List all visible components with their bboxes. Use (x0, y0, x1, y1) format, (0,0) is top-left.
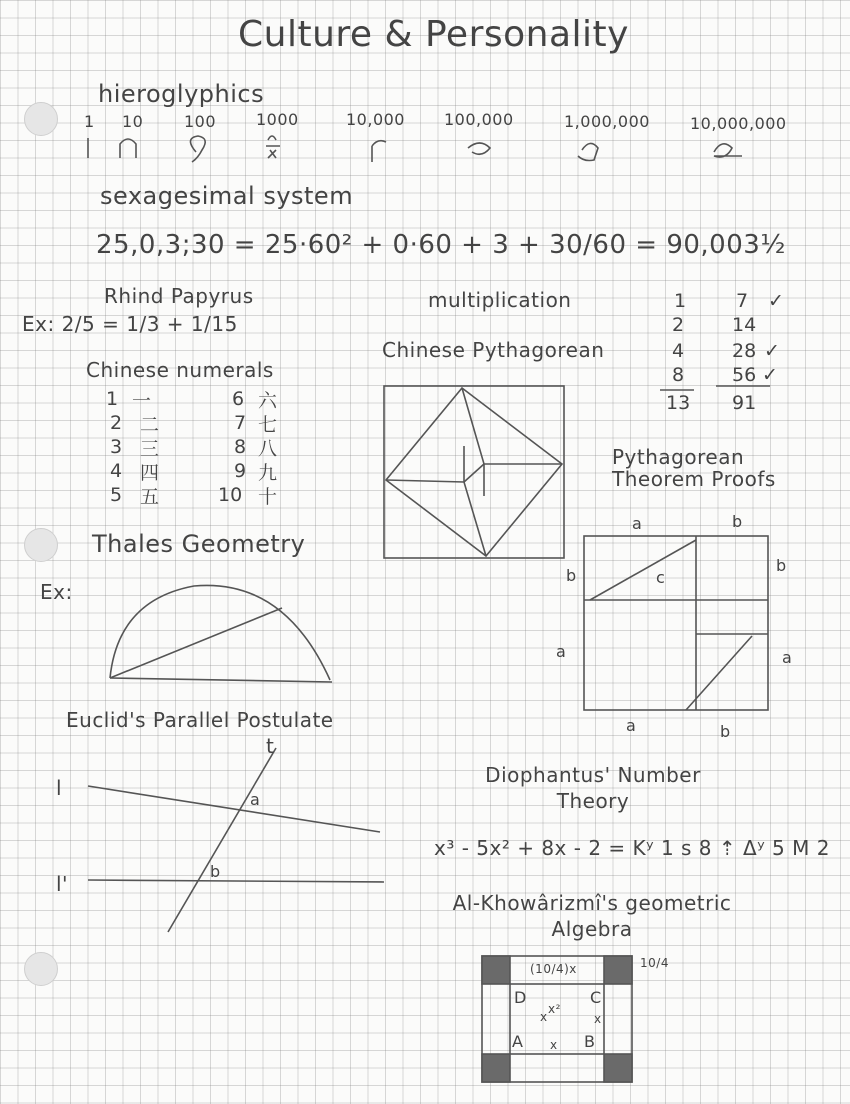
mult-left-3: 4 (672, 340, 685, 362)
numeral-3-char: 三 (140, 438, 160, 460)
euclid-diagram (40, 730, 400, 940)
rhind-example: Ex: 2/5 = 1/3 + 1/15 (22, 312, 238, 336)
mult-check-1: ✓ (768, 290, 784, 312)
al-khowarizmi-label-x2: x² (548, 1002, 561, 1016)
al-khowarizmi-label-x-right: x (594, 1012, 602, 1026)
mult-right-1: 7 (736, 290, 749, 312)
euclid-label-a: a (250, 790, 261, 809)
proof-label-right-a: a (782, 648, 793, 667)
proof-label-bottom-b: b (720, 722, 731, 741)
al-khowarizmi-label-C: C (590, 988, 602, 1007)
numeral-10: 10 (218, 484, 243, 506)
diophantus-equation: x³ - 5x² + 8x - 2 = Kʸ 1 s 8 ⇡ Δʸ 5 M 2 (434, 836, 830, 860)
sexagesimal-heading: sexagesimal system (100, 182, 354, 210)
hieroglyph-value-10000: 10,000 (346, 110, 405, 129)
numeral-2: 2 (110, 412, 123, 434)
mult-check-3: ✓ (764, 340, 780, 362)
hieroglyph-value-100000: 100,000 (444, 110, 514, 129)
numeral-4-char: 四 (140, 462, 160, 484)
multiplication-heading: multiplication (428, 288, 572, 312)
hieroglyph-value-10: 10 (122, 112, 144, 131)
al-khowarizmi-label-x-bottom: x (550, 1038, 558, 1052)
hieroglyph-value-1000: 1000 (256, 110, 299, 129)
hieroglyph-value-1000000: 1,000,000 (564, 112, 650, 131)
numeral-8: 8 (234, 436, 247, 458)
hieroglyph-value-100: 100 (184, 112, 217, 131)
al-khowarizmi-label-B: B (584, 1032, 596, 1051)
numeral-6: 6 (232, 388, 245, 410)
numeral-4: 4 (110, 460, 123, 482)
hieroglyph-value-1: 1 (84, 112, 95, 131)
mult-left-2: 2 (672, 314, 685, 336)
proof-label-right-b: b (776, 556, 787, 575)
proof-label-left-a: a (556, 642, 567, 661)
thales-heading: Thales Geometry (92, 530, 306, 558)
euclid-label-t: t (266, 734, 275, 758)
proof-label-left-b: b (566, 566, 577, 585)
al-khowarizmi-label-A: A (512, 1032, 524, 1051)
proof-label-c: c (656, 568, 666, 587)
numeral-5: 5 (110, 484, 123, 506)
binder-hole-bottom (24, 952, 58, 986)
mult-right-2: 14 (732, 314, 757, 336)
pythagorean-proofs-heading: Pythagorean Theorem Proofs (612, 445, 776, 491)
mult-right-5: 91 (732, 392, 757, 414)
pythagorean-proof-diagram (584, 536, 770, 712)
numeral-1-char: 一 (132, 390, 152, 412)
diophantus-heading: Diophantus' Number Theory (485, 763, 701, 813)
numeral-2-char: 二 (140, 414, 160, 436)
al-khowarizmi-heading: Al-Khowârizmî's geometric Algebra (452, 891, 732, 941)
chinese-pythagorean-diagram (384, 386, 566, 560)
numeral-9-char: 九 (258, 462, 278, 484)
rhind-heading: Rhind Papyrus (104, 284, 254, 308)
numeral-7-char: 七 (258, 414, 278, 436)
thales-diagram (104, 580, 340, 690)
numeral-8-char: 八 (258, 438, 278, 460)
proof-label-bottom-a: a (626, 716, 637, 735)
numeral-3: 3 (110, 436, 123, 458)
euclid-heading: Euclid's Parallel Postulate (66, 708, 334, 732)
chinese-pythagorean-heading: Chinese Pythagorean (382, 338, 605, 362)
hieroglyph-value-10000000: 10,000,000 (690, 114, 787, 133)
numeral-7: 7 (234, 412, 247, 434)
mult-left-5: 13 (666, 392, 691, 414)
al-khowarizmi-label-D: D (514, 988, 527, 1007)
sexagesimal-equation: 25,0,3;30 = 25·60² + 0·60 + 3 + 30/60 = 90,003½ (96, 230, 787, 260)
proof-label-top-b: b (732, 512, 743, 531)
chinese-numerals-heading: Chinese numerals (86, 358, 274, 382)
hieroglyphics-heading: hieroglyphics (98, 80, 265, 108)
page-title: Culture & Personality (238, 14, 629, 55)
numeral-6-char: 六 (258, 390, 278, 412)
al-khowarizmi-label-x-left: x (540, 1010, 548, 1024)
mult-right-4: 56 (732, 364, 757, 386)
numeral-1: 1 (106, 388, 119, 410)
euclid-label-b: b (210, 862, 221, 881)
euclid-label-l: l (56, 776, 63, 800)
proof-label-top-a: a (632, 514, 643, 533)
mult-right-3: 28 (732, 340, 757, 362)
thales-example-label: Ex: (40, 580, 73, 604)
euclid-label-l-prime: l' (56, 872, 69, 896)
mult-left-1: 1 (674, 290, 687, 312)
numeral-5-char: 五 (140, 486, 160, 508)
binder-hole-middle (24, 528, 58, 562)
mult-check-4: ✓ (762, 364, 778, 386)
al-khowarizmi-label-top: (10/4)x (530, 962, 577, 976)
al-khowarizmi-label-corner: 10/4 (640, 956, 669, 970)
mult-left-4: 8 (672, 364, 685, 386)
numeral-9: 9 (234, 460, 247, 482)
numeral-10-char: 十 (258, 486, 278, 508)
